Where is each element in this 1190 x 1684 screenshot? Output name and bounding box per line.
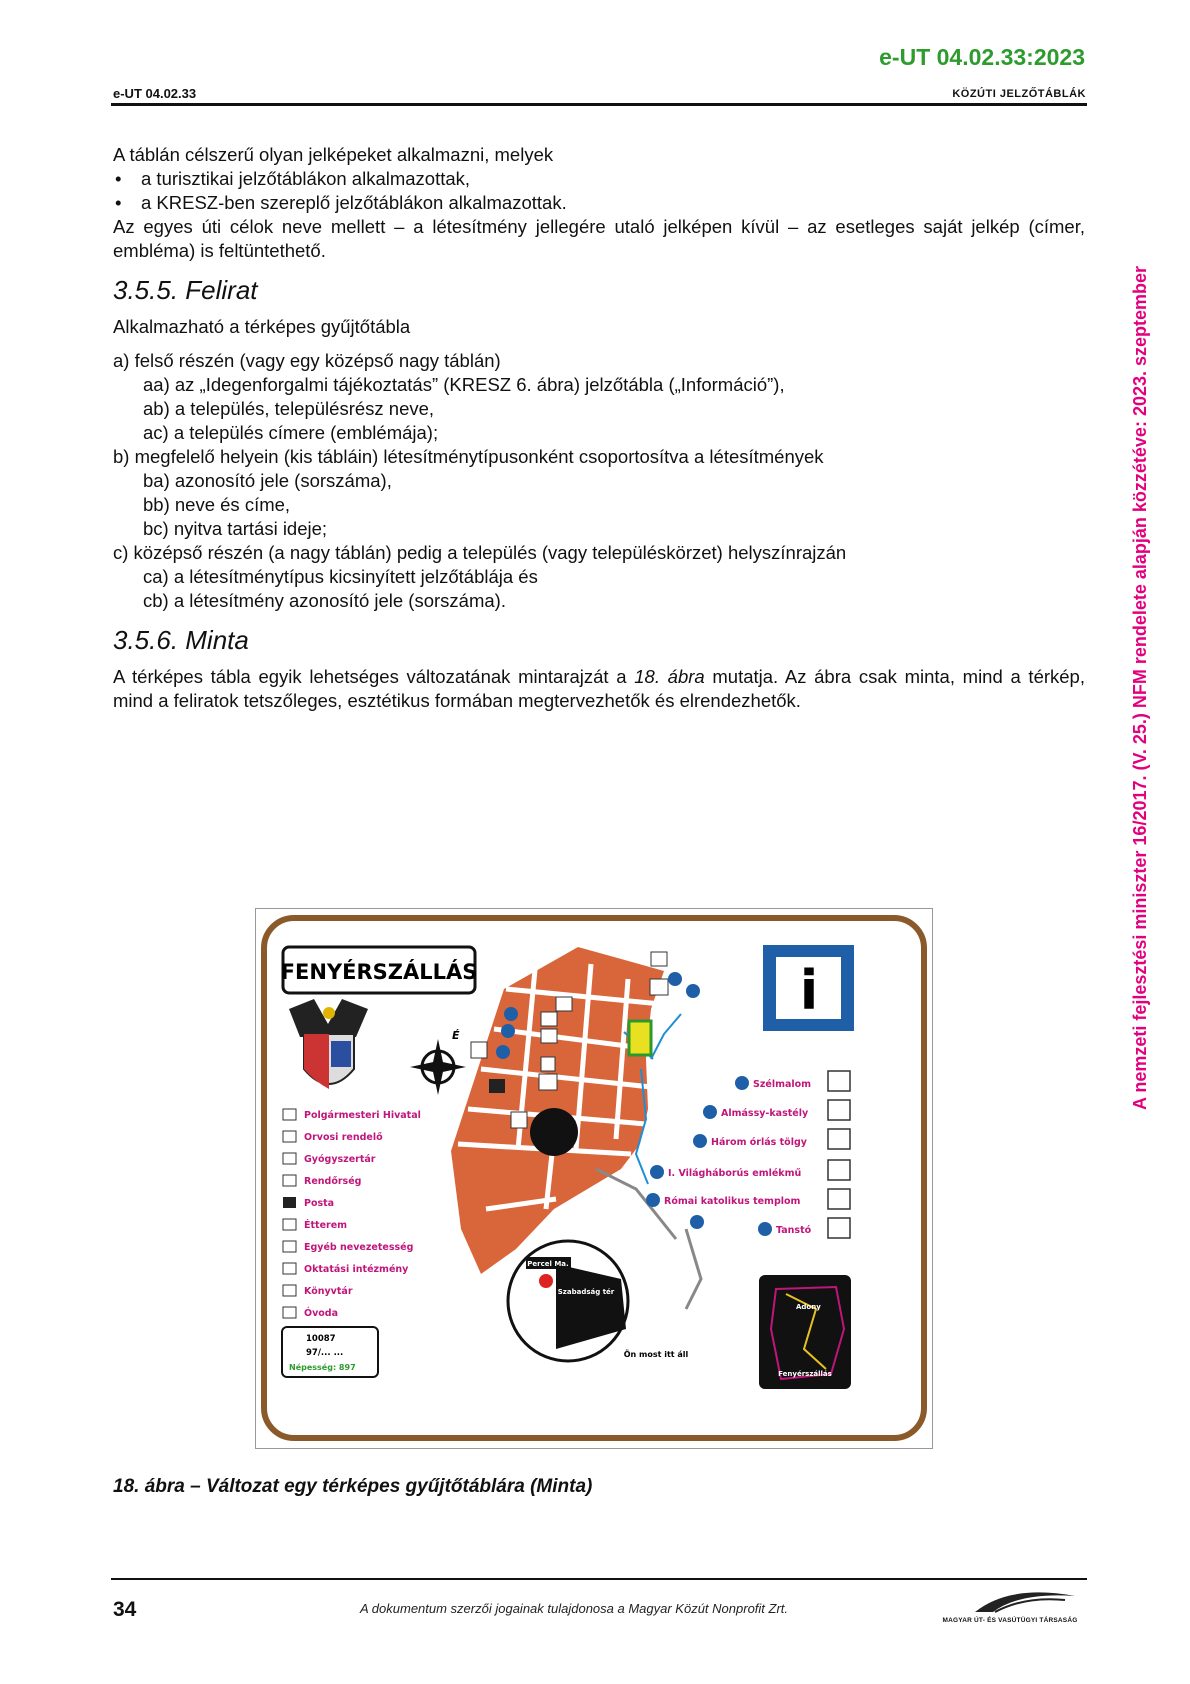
paragraph-text: A térképes tábla egyik lehetséges változatának mintarajzát a [113, 666, 635, 687]
legend-item: Óvoda [304, 1308, 339, 1319]
inset-label: Fenyérszállás [778, 1370, 832, 1378]
list-item-a: a) felső részén (vagy egy középső nagy táblán) [113, 350, 501, 371]
legend-item: Gyógyszertár [304, 1154, 376, 1165]
page-number: 34 [113, 1598, 137, 1621]
postcode: 10087 [306, 1334, 336, 1344]
sight-name: Tanstó [776, 1225, 812, 1236]
sight-name: Három órlás tölgy [711, 1137, 807, 1148]
town-name: FENYÉRSZÁLLÁS [280, 960, 478, 984]
list-item-ab: ab) a település, településrész neve, [143, 398, 435, 419]
sight-name: I. Világháborús emlékmű [668, 1168, 802, 1179]
logo-text: MAGYAR ÚT- ÉS VASÚTÜGYI TÁRSASÁG [942, 1617, 1078, 1624]
intro-paragraph: A táblán célszerű olyan jelképeket alkalmazni, melyek [113, 144, 554, 165]
emblem-paragraph: Az egyes úti célok neve mellett – a létesítmény jellegére utaló jelképen kívül – az esetleges saját jelkép (címer, embléma) is feltüntethető. [113, 216, 1085, 261]
inset-label: Adony [796, 1303, 821, 1311]
header-doc-title: KÖZÚTI JELZŐTÁBLÁK [952, 88, 1086, 100]
you-are-here-label: Ön most itt áll [623, 1350, 689, 1359]
bullet-item [113, 191, 1085, 215]
section-heading-355: 3.5.5. Felirat [113, 275, 258, 305]
publication-note: A nemzeti fejlesztési miniszter 16/2017. (V. 25.) NFM rendelete alapján közzétéve: 2023. szeptember [1130, 265, 1150, 1110]
sight-name: Szélmalom [753, 1079, 812, 1090]
legend-item: Könyvtár [304, 1286, 353, 1297]
sight-name: Almássy-kastély [721, 1108, 809, 1119]
list-item-bc: bc) nyitva tartási ideje; [143, 518, 328, 539]
map-square-label: Szabadság tér [557, 1288, 615, 1296]
map-street-label: Percel Ma. [527, 1260, 569, 1268]
copyright-note: A dokumentum szerzői jogainak tulajdonosa a Magyar Közút Nonprofit Zrt. [360, 1601, 789, 1616]
bullet-dot: • [115, 192, 122, 213]
list-item-ca: ca) a létesítménytípus kicsinyített jelzőtáblája és [143, 566, 538, 587]
organisation-logo [935, 1588, 1085, 1624]
regional-inset-map [759, 1275, 851, 1389]
figure-reference: 18. ábra [634, 666, 705, 687]
phone-area-code: 97/... ... [306, 1348, 344, 1358]
logo-swoosh-icon [935, 1588, 1085, 1616]
town-info-box [282, 1327, 378, 1377]
bullet-text: a turisztikai jelzőtáblákon alkalmazottak, [141, 168, 471, 189]
list-item-ba: ba) azonosító jele (sorszáma), [143, 470, 392, 491]
paragraph-text: mutatja. Az ábra csak minta, mind a térkép, mind a feliratok tetszőleges, esztétikus formában megtervezhetők és elrendezhetők. [113, 666, 1085, 711]
list-item-aa: aa) az „Idegenforgalmi tájékoztatás” (KRESZ 6. ábra) jelzőtábla („Információ”), [143, 374, 785, 395]
bullet-text: a KRESZ-ben szereplő jelzőtáblákon alkalmazottak. [141, 192, 567, 213]
legend-item: Posta [304, 1198, 335, 1209]
document-code-top: e-UT 04.02.33:2023 [879, 44, 1085, 70]
list-item-b: b) megfelelő helyein (kis tábláin) létesítménytípusonként csoportosítva a létesítmények [113, 446, 824, 467]
legend-item: Étterem [304, 1220, 348, 1231]
list-item-c: c) középső részén (a nagy táblán) pedig a település (vagy településkörzet) helyszínrajzán [113, 542, 847, 563]
compass-north-label: É [452, 1029, 460, 1042]
legend-item: Rendőrség [304, 1176, 362, 1187]
list-item-ac: ac) a település címere (emblémája); [143, 422, 439, 443]
population: Népesség: 897 [289, 1363, 356, 1372]
section-heading-356: 3.5.6. Minta [113, 625, 249, 655]
legend-item: Oktatási intézmény [304, 1264, 409, 1275]
section-355-lead: Alkalmazható a térképes gyűjtőtábla [113, 316, 411, 337]
page-content [113, 143, 1085, 713]
header-rule [111, 103, 1087, 106]
bullet-item [113, 167, 1085, 191]
information-sign-icon [762, 944, 855, 1032]
bullet-dot: • [115, 168, 122, 189]
sight-name: Római katolikus templom [664, 1196, 801, 1207]
figure-caption: 18. ábra – Változat egy térképes gyűjtőtáblára (Minta) [113, 1476, 593, 1497]
list-item-cb: cb) a létesítmény azonosító jele (sorszáma). [143, 590, 506, 611]
info-letter: i [799, 959, 819, 1022]
list-item-bb: bb) neve és címe, [143, 494, 291, 515]
legend-item: Orvosi rendelő [304, 1132, 383, 1143]
map-sign-drawing [256, 909, 932, 1448]
legend-item: Polgármesteri Hivatal [304, 1110, 421, 1121]
footer-rule [111, 1578, 1087, 1580]
legend-item: Egyéb nevezetesség [304, 1242, 414, 1253]
figure-sample-map-sign [255, 908, 933, 1449]
section-356-paragraph [113, 665, 1085, 713]
header-doc-code: e-UT 04.02.33 [113, 86, 197, 101]
